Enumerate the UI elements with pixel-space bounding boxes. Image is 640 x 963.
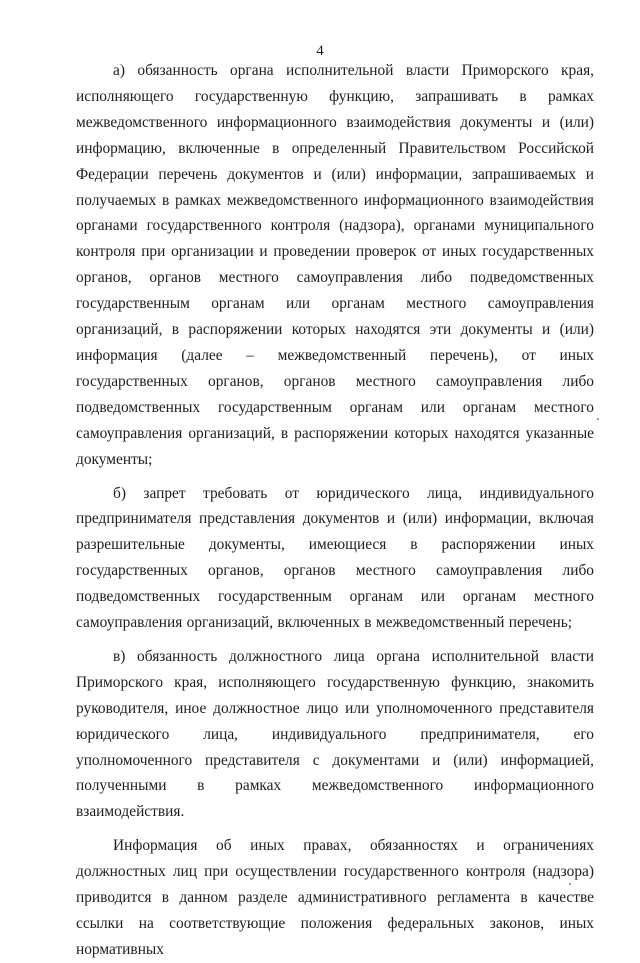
paragraph-item-b: б) запрет требовать от юридического лица, индивидуального предпринимателя представления документов и (или) информации, включая разрешительные документы, имеющиеся в распоряжении иных государственных органов, органов местного самоуправления либо подведомственных государственным органам или органам местного самоуправления организаций, включенных в межведомственный перечень; [76, 484, 594, 632]
scan-speck [569, 883, 571, 885]
scan-speck [597, 418, 599, 420]
page-number: 4 [316, 43, 324, 59]
paragraph-info: Информация об иных правах, обязанностях и ограничениях должностных лиц при осуществлении государственного контроля (надзора) приводится в данном разделе административного регламента в качестве ссылки на соответствующие положения федеральных законов, иных нормативных [76, 837, 594, 958]
paragraph-item-v: в) обязанность должностного лица органа исполнительной власти Приморского края, исполняющего государственную функцию, знакомить руководителя, иное должностное лицо или уполномоченного представителя юридического лица, индивидуального предпринимателя, его уполномоченного представителя с документами и (или) информацией, полученными в рамках межведомственного информационного взаимодействия. [76, 647, 594, 821]
paragraph-item-a: а) обязанность органа исполнительной власти Приморского края, исполняющего государственную функцию, запрашивать в рамках межведомственного информационного взаимодействия документы и (или) информацию, включенные в определенный Правительством Российской Федерации перечень документов и (или) информации, запрашиваемых и получаемых в рамках межведомственного информационного взаимодействия органами государственного контроля (надзора), органами муниципального контроля при организации и проведении проверок от иных государственных органов, органов местного самоуправления либо подведомственных государственным органам или органам местного самоуправления организаций, в распоряжении которых находятся эти документы и (или) информация (далее – межведомственный перечень), от иных государственных органов, органов местного самоуправления либо подведомственных государственным органам или органам местного самоуправления организаций, в распоряжении которых находятся указанные документы; [76, 62, 594, 468]
document-body [76, 58, 594, 963]
